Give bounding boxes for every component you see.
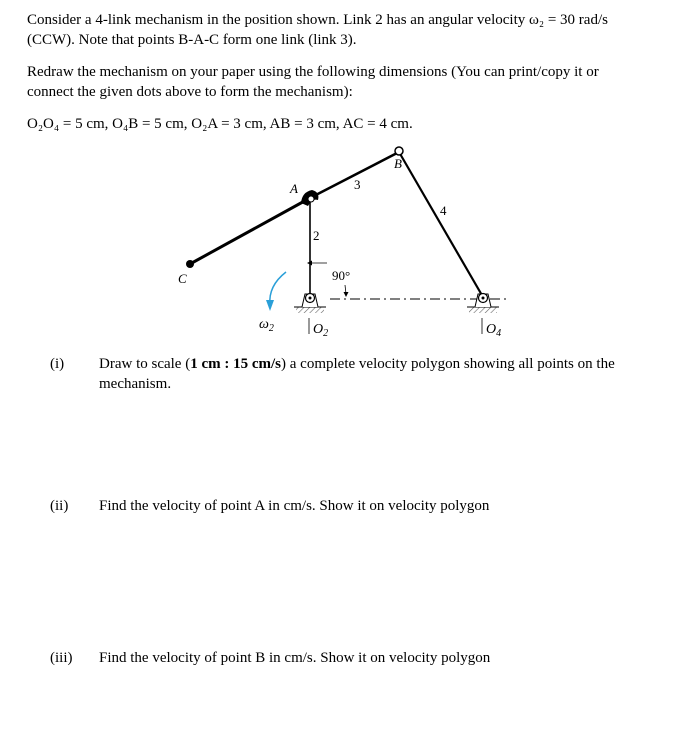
label-omega: $\omega_2$ — [259, 317, 274, 334]
link-3-ca — [190, 198, 310, 264]
label-link-4: 4 — [440, 203, 447, 218]
redraw-line-1: Redraw the mechanism on your paper using the following dimensions (You can print/copy it or — [27, 64, 599, 80]
ground-support-o2 — [294, 294, 326, 314]
label-angle: 90° — [332, 268, 351, 283]
angle-arrowhead-down — [344, 292, 349, 297]
label-o2: $O_2$ — [313, 322, 329, 339]
question-1-text: Draw to scale (1 cm : 15 cm/s) a complete velocity polygon showing all points on the mechanism. — [99, 356, 615, 392]
label-c: C — [178, 271, 187, 286]
point-c — [186, 260, 194, 268]
joint-b — [395, 147, 403, 155]
label-link-3: 3 — [354, 177, 361, 192]
problem-line-1: Consider a 4-link mechanism in the position shown. Link 2 has an angular velocity ω₂ = 30 rad/s — [27, 12, 608, 28]
omega-arrowhead — [266, 300, 274, 311]
label-a: A — [290, 181, 298, 196]
label-o4: $O_4$ — [486, 322, 502, 339]
problem-line-2: (CCW). Note that points B-A-C form one link (link 3). — [27, 32, 357, 48]
redraw-line-2: connect the given dots above to form the mechanism): — [27, 84, 353, 100]
question-2-text: Find the velocity of point A in cm/s. Show it on velocity polygon — [99, 498, 490, 514]
dimensions-line: O₂O₄ = 5 cm, O₄B = 5 cm, O₂A = 3 cm, AB = 3 cm, AC = 4 cm. — [27, 116, 413, 132]
question-1-number: (i) — [50, 356, 65, 372]
joint-a-pin — [308, 196, 314, 202]
question-2-number: (ii) — [50, 498, 69, 514]
link-4 — [399, 152, 483, 297]
ground-support-o4 — [467, 294, 499, 314]
question-3-number: (iii) — [50, 650, 73, 666]
label-link-2: 2 — [313, 228, 320, 243]
label-b: B — [394, 156, 402, 171]
question-3-text: Find the velocity of point B in cm/s. Show it on velocity polygon — [99, 650, 491, 666]
